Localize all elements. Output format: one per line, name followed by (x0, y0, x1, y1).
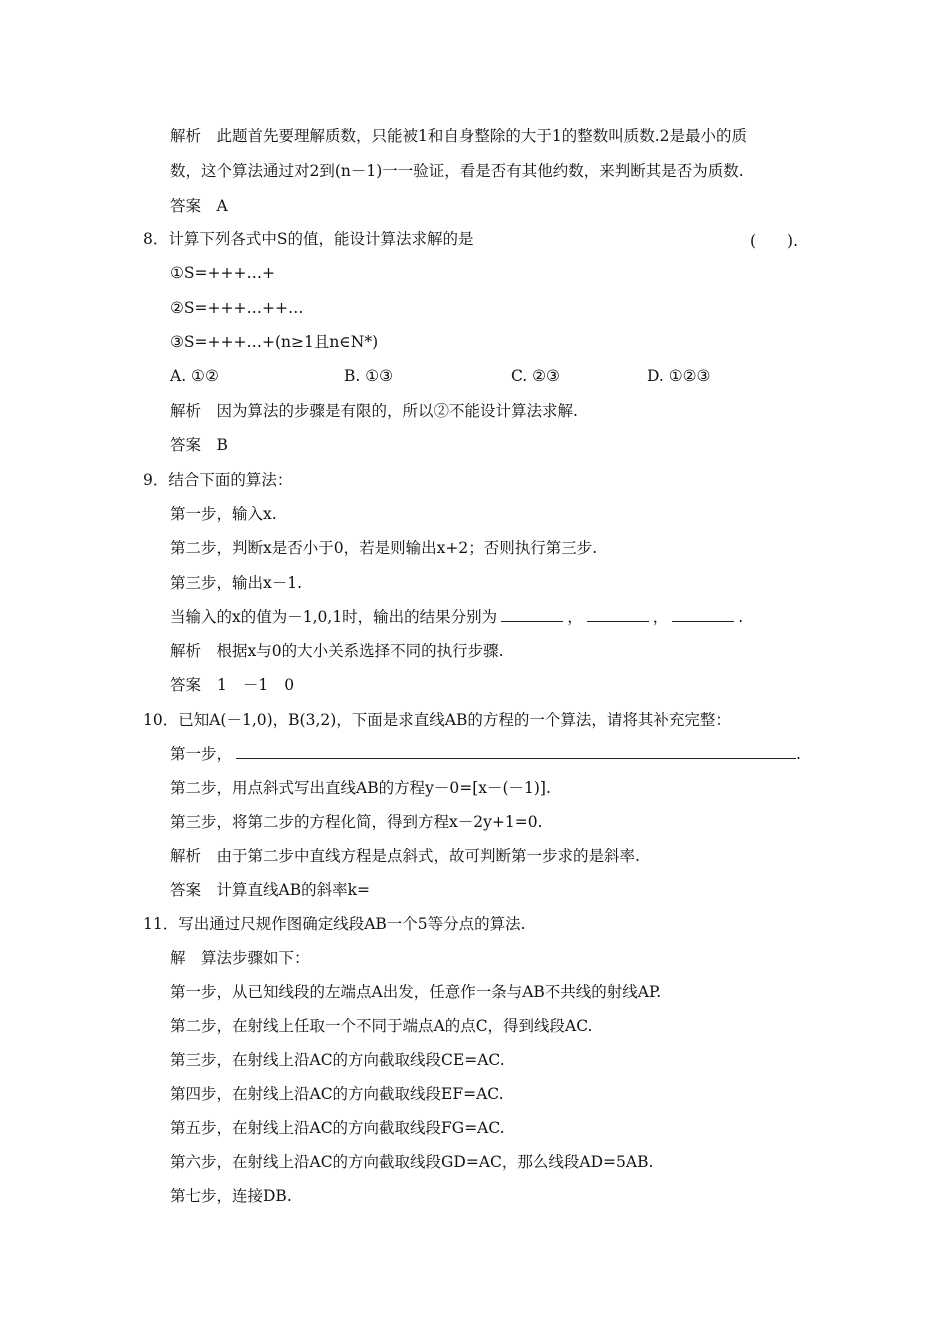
question-8-answer: 答案 B (170, 436, 228, 454)
separator: ， (567, 608, 583, 626)
question-11-step-5: 第五步，在射线上沿AC的方向截取线段FG=AC. (170, 1119, 505, 1137)
question-9-step-1: 第一步，输入x. (170, 505, 277, 523)
question-8-stem: 8．计算下列各式中S的值，能设计算法求解的是 (143, 230, 474, 248)
step-label: 第一步， (170, 745, 233, 763)
analysis-line-1: 解析 此题首先要理解质数，只能被1和自身整除的大于1的整数叫质数.2是最小的质 (170, 127, 748, 145)
question-10-analysis: 解析 由于第二步中直线方程是点斜式，故可判断第一步求的是斜率. (170, 847, 640, 865)
answer-parenthesis: ( ). (750, 232, 799, 250)
question-11-step-2: 第二步，在射线上任取一个不同于端点A的点C，得到线段AC. (170, 1017, 593, 1035)
question-9-prompt (170, 607, 743, 627)
question-11-step-1: 第一步，从已知线段的左端点A出发，任意作一条与AB不共线的射线AP. (170, 983, 662, 1001)
answer-label: 答案 (170, 676, 202, 694)
option-a: A. ①② (170, 367, 219, 385)
formula-2: ②S=+++…++… (170, 299, 304, 317)
question-8-options (0, 367, 950, 387)
formula-1: ①S=+++…+ (170, 264, 275, 282)
question-11-solution-label: 解 算法步骤如下： (170, 949, 310, 967)
answer-blank (587, 607, 649, 622)
question-9-stem: 9．结合下面的算法： (143, 471, 293, 489)
question-9-step-3: 第三步，输出x－1. (170, 574, 303, 592)
option-c: C. ②③ (511, 367, 560, 385)
question-11-step-6: 第六步，在射线上沿AC的方向截取线段GD=AC，那么线段AD=5AB. (170, 1153, 654, 1171)
question-10-step-3: 第三步，将第二步的方程化简，得到方程x－2y+1=0. (170, 813, 543, 831)
question-10-answer: 答案 计算直线AB的斜率k= (170, 881, 370, 899)
question-9-answer (170, 675, 294, 695)
option-d: D. ①②③ (647, 367, 711, 385)
separator: ， (652, 608, 669, 626)
question-10-step-1 (170, 744, 801, 764)
question-10-stem: 10．已知A(－1,0)，B(3,2)，下面是求直线AB的方程的一个算法，请将其补充完整： (143, 711, 731, 729)
answer-line: 答案 A (170, 197, 228, 215)
question-11-step-3: 第三步，在射线上沿AC的方向截取线段CE=AC. (170, 1051, 505, 1069)
question-9-analysis: 解析 根据x与0的大小关系选择不同的执行步骤. (170, 642, 504, 660)
question-11-stem: 11．写出通过尺规作图确定线段AB一个5等分点的算法. (143, 915, 526, 933)
period: . (738, 608, 744, 626)
question-8-row (0, 229, 950, 249)
question-11-step-4: 第四步，在射线上沿AC的方向截取线段EF=AC. (170, 1085, 504, 1103)
answer-blank (236, 744, 796, 759)
period: . (796, 745, 801, 763)
option-b: B. ①③ (344, 367, 394, 385)
answer-value: －1 (242, 676, 269, 694)
question-10-step-2: 第二步，用点斜式写出直线AB的方程y－0=[x－(－1)]. (170, 779, 551, 797)
question-9-prompt-text: 当输入的x的值为－1,0,1时，输出的结果分别为 (170, 608, 498, 626)
answer-value: 0 (284, 676, 295, 694)
formula-3: ③S=+++…+(n≥1且n∈N*) (170, 333, 379, 351)
question-8-analysis: 解析 因为算法的步骤是有限的，所以②不能设计算法求解. (170, 402, 578, 420)
answer-value: 1 (217, 676, 227, 694)
answer-blank (501, 607, 563, 622)
question-11-step-7: 第七步，连接DB. (170, 1187, 292, 1205)
answer-blank (672, 607, 734, 622)
question-9-step-2: 第二步，判断x是否小于0，若是则输出x+2；否则执行第三步. (170, 539, 598, 557)
analysis-line-2: 数，这个算法通过对2到(n－1)一一验证，看是否有其他约数，来判断其是否为质数. (170, 162, 744, 180)
